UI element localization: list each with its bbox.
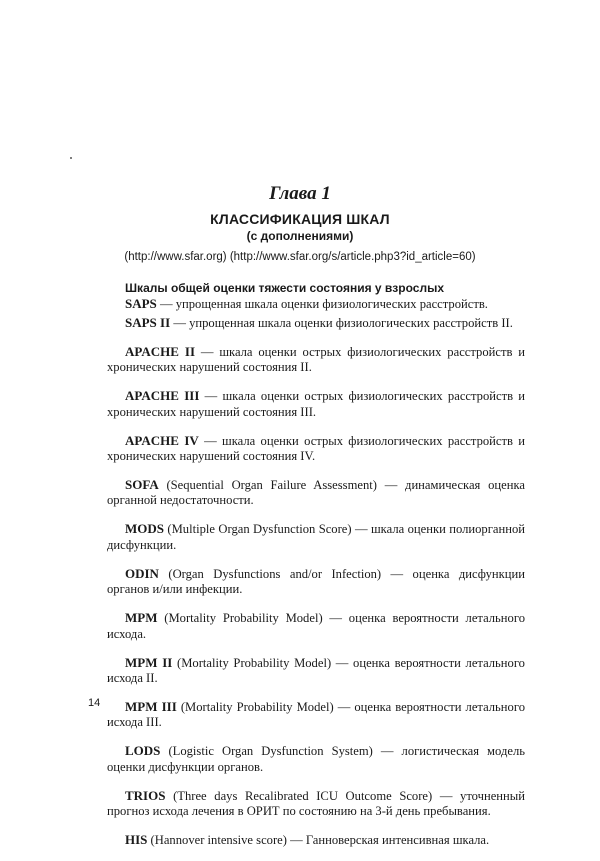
scale-list [107,296,525,861]
scale-description: — упрощенная шкала оценки физиологических расстройств II. [170,315,513,330]
scale-entry-mpm [107,610,525,642]
scale-abbreviation: SOFA [125,476,159,492]
scale-entry-mpm-ii [107,655,525,687]
scale-entry-mpm-iii [107,699,525,731]
scale-entry-mods [107,521,525,553]
section-heading: Шкалы общей оценки тяжести состояния у взрослых [125,281,444,295]
scale-entry-lods [107,743,525,775]
scale-entry-apache-iii [107,388,525,420]
scale-description: (Three days Recalibrated ICU Outcome Score) — уточненный прогноз исхода лечения в ОРИТ по состоянию на 3-й день пребывания. [107,788,525,819]
scale-abbreviation: SAPS II [125,314,171,330]
scale-abbreviation: MPM II [125,654,173,670]
scale-abbreviation: MPM [125,610,158,626]
scan-speck [70,157,72,159]
chapter-title: КЛАССИФИКАЦИЯ ШКАЛ [210,211,390,227]
scale-abbreviation: LODS [125,743,161,759]
scale-description: — шкала оценки острых физиологических расстройств и хронических нарушений состояния IV. [107,433,525,463]
scale-description: (Sequential Organ Failure Assessment) — динамическая оценка органной недостаточности. [107,477,525,508]
scale-entry-sofa [107,477,525,509]
scale-description: — шкала оценки острых физиологических расстройств и хронических нарушений состояния II. [107,344,525,375]
scale-abbreviation: APACHE III [125,388,200,404]
scale-description: (Hannover intensive score) — Ганноверская интенсивная шкала. [147,833,490,848]
scale-abbreviation: APACHE II [125,343,196,359]
scale-description: (Mortality Probability Model) — оценка вероятности летального исхода. [107,611,525,641]
scale-description: — шкала оценки острых физиологических расстройств и хронических нарушений состояния III. [107,389,525,419]
scale-abbreviation: ODIN [125,565,159,581]
scale-description: (Mortality Probability Model) — оценка вероятности летального исхода II. [107,655,525,685]
scale-abbreviation: HIS [125,832,148,848]
scale-entry-trios [107,788,525,820]
page-number: 14 [88,697,101,709]
scale-entry-odin [107,566,525,598]
scale-abbreviation: SAPS [125,296,157,311]
scale-entry-saps-ii [107,315,525,331]
scale-entry-apache-iv [107,433,525,465]
scale-abbreviation: TRIOS [125,787,166,803]
source-links: (http://www.sfar.org) (http://www.sfar.org/s/article.php3?id_article=60) [124,251,476,263]
scale-description: (Mortality Probability Model) — оценка вероятности летального исхода III. [107,699,525,730]
chapter-label: Глава 1 [269,183,331,204]
scale-entry-his [107,832,525,848]
scale-entry-apache-ii [107,344,525,376]
scale-description: (Organ Dysfunctions and/or Infection) — оценка дисфункции органов и/или инфекции. [107,566,525,597]
chapter-subtitle: (с дополнениями) [246,229,354,243]
scale-description: — упрощенная шкала оценки физиологических расстройств. [156,297,488,311]
scale-abbreviation: APACHE IV [125,432,199,448]
scale-abbreviation: MPM III [125,698,177,714]
scale-description: (Logistic Organ Dysfunction System) — логистическая модель оценки дисфункции органов. [107,744,525,774]
scale-description: (Multiple Organ Dysfunction Score) — шкала оценки полиорганной дисфункции. [107,522,525,552]
scale-abbreviation: MODS [125,521,164,537]
scale-entry-saps [107,296,525,312]
